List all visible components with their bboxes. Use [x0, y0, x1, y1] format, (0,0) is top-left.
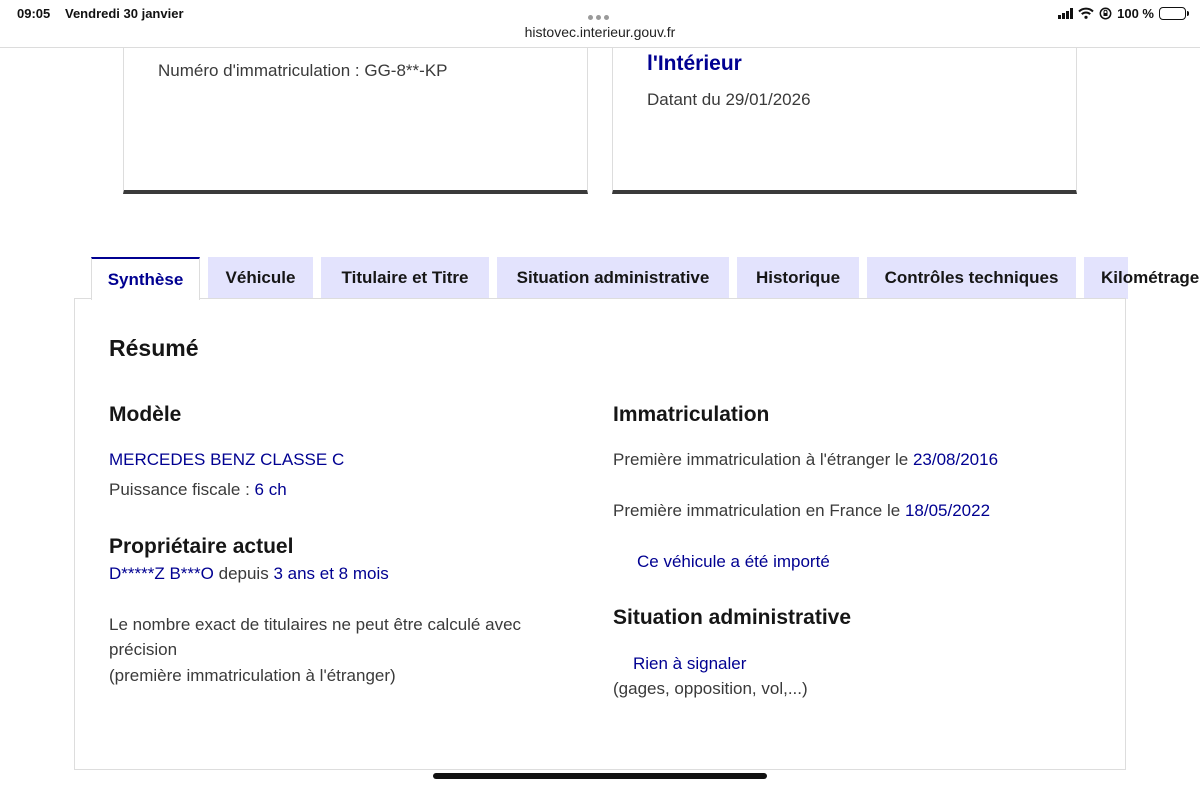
- home-indicator[interactable]: [433, 773, 767, 779]
- fiscal-power: [109, 480, 287, 500]
- status-time: 09:05: [17, 6, 51, 21]
- cellular-signal-icon: [1058, 8, 1073, 19]
- status-indicators: [1058, 4, 1186, 22]
- owner-name: D*****Z B***O: [109, 564, 214, 583]
- france-registration: [613, 501, 990, 521]
- status-bar: [0, 0, 1200, 48]
- summary-title: Résumé: [109, 335, 199, 361]
- orientation-lock-icon: [1099, 7, 1112, 20]
- foreign-registration: [613, 450, 998, 470]
- imported-notice: Ce véhicule a été importé: [637, 552, 830, 571]
- wifi-icon: [1078, 7, 1094, 19]
- admin-details: (gages, opposition, vol,...): [613, 679, 808, 698]
- foreign-registration-date: 23/08/2016: [912, 450, 999, 469]
- owner-line: [109, 564, 389, 584]
- fiscal-power-value: 6 ch: [254, 480, 287, 499]
- battery-percent: 100 %: [1117, 5, 1154, 21]
- model-name: MERCEDES BENZ CLASSE C: [109, 450, 345, 469]
- admin-status: Rien à signaler: [633, 654, 747, 673]
- model-heading: Modèle: [109, 403, 182, 426]
- tab-situation-administrative[interactable]: Situation administrative: [497, 257, 729, 299]
- more-options-icon[interactable]: [588, 7, 614, 15]
- tab-titulaire-et-titre[interactable]: Titulaire et Titre: [321, 257, 489, 299]
- owner-note-line1: Le nombre exact de titulaires ne peut être calculé avec: [109, 615, 522, 634]
- registration-card: [123, 30, 588, 194]
- card-title: l'Intérieur: [647, 52, 742, 75]
- registration-heading: Immatriculation: [613, 403, 770, 426]
- tab-synthese[interactable]: Synthèse: [91, 257, 200, 300]
- foreign-registration-label: Première immatriculation à l'étranger le: [613, 450, 909, 469]
- address-bar[interactable]: histovec.interieur.gouv.fr: [524, 24, 676, 40]
- fiscal-power-label: Puissance fiscale :: [109, 480, 250, 499]
- owner-heading: Propriétaire actuel: [109, 535, 294, 558]
- tab-kilometrage[interactable]: Kilométrage: [1084, 257, 1128, 299]
- admin-heading: Situation administrative: [613, 606, 852, 629]
- owner-note-line2: précision: [109, 640, 178, 659]
- report-date: Datant du 29/01/2026: [647, 90, 811, 109]
- tab-controles-techniques[interactable]: Contrôles techniques: [867, 257, 1076, 299]
- tab-historique[interactable]: Historique: [737, 257, 859, 299]
- status-date: Vendredi 30 janvier: [65, 6, 184, 21]
- owner-note-line3: (première immatriculation à l'étranger): [109, 666, 396, 685]
- france-registration-label: Première immatriculation en France le: [613, 501, 901, 520]
- owner-since-label: depuis: [218, 564, 269, 583]
- owner-duration: 3 ans et 8 mois: [273, 564, 389, 583]
- summary-panel: [74, 298, 1126, 770]
- france-registration-date: 18/05/2022: [904, 501, 991, 520]
- registration-number: Numéro d'immatriculation : GG-8**-KP: [158, 61, 448, 80]
- ministry-card: [612, 30, 1077, 194]
- tab-vehicule[interactable]: Véhicule: [208, 257, 313, 299]
- battery-icon: [1159, 7, 1186, 20]
